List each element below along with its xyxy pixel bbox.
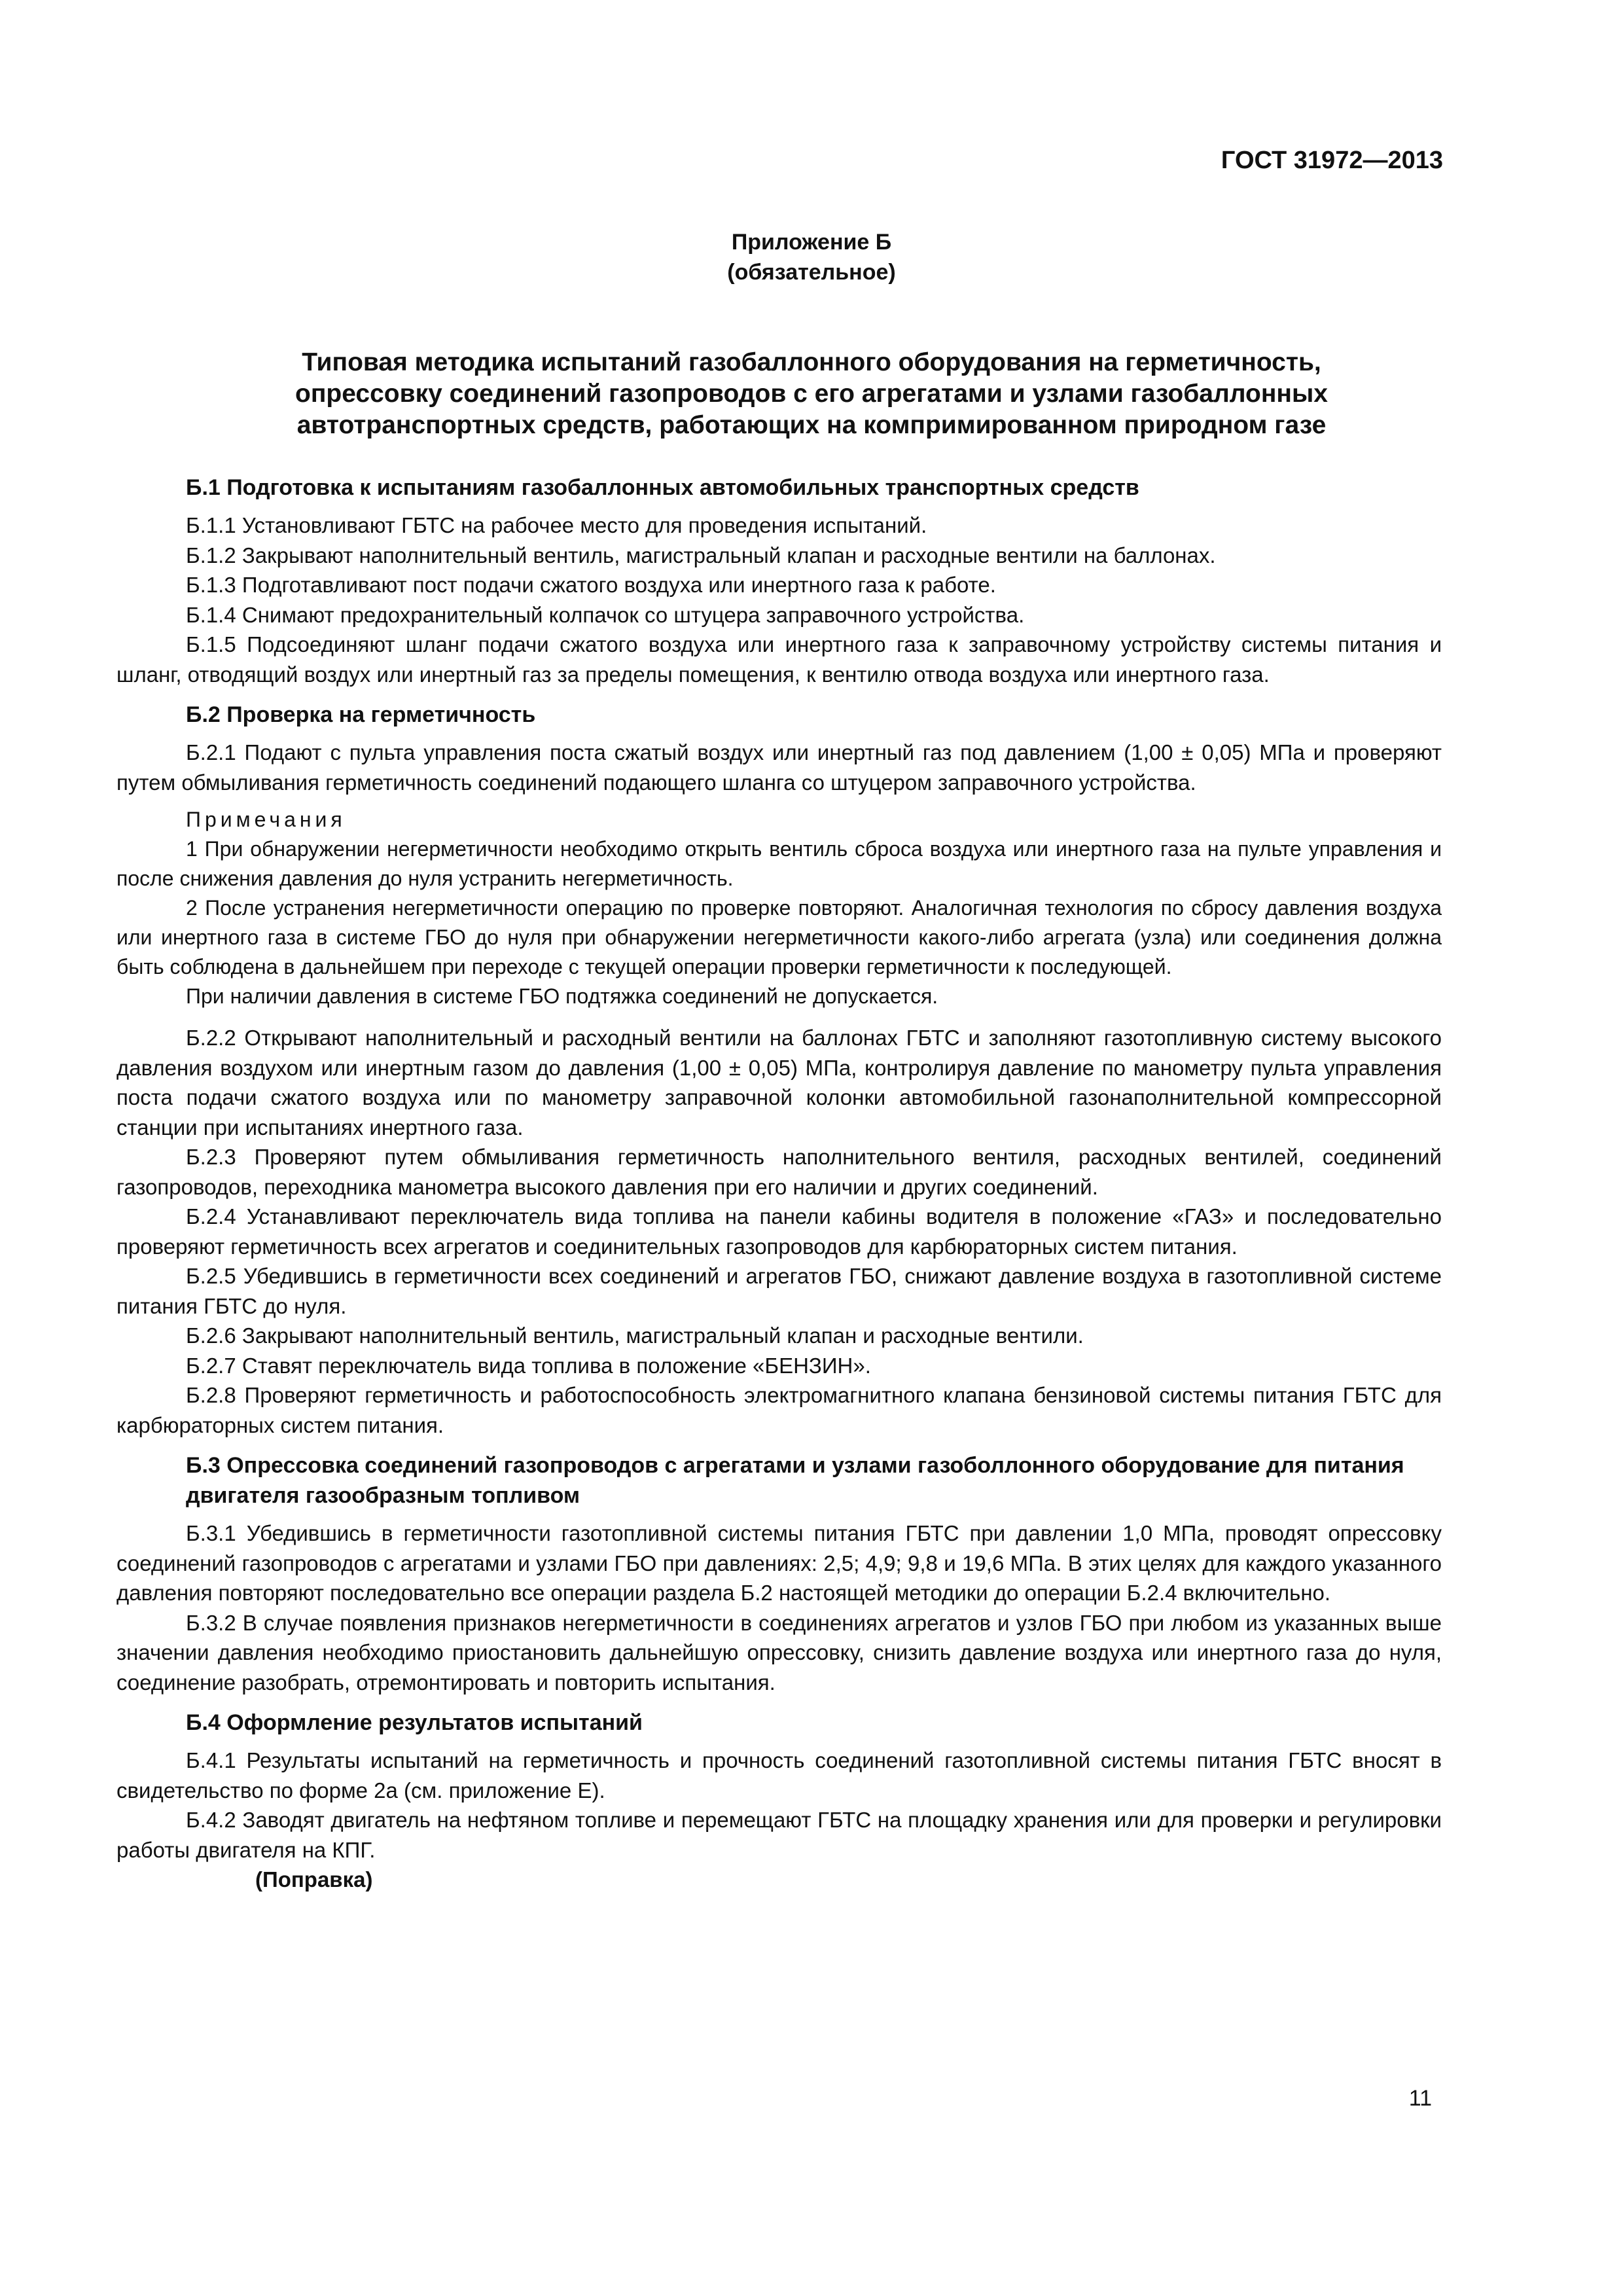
paragraph: Б.3.1 Убедившись в герметичности газотопливной системы питания ГБТС при давлении 1,0 МПа, проводят опрессовку соединений газопроводов с агрегатами и узлами ГБО при давлениях: 2,5; 4,9; 9,8 и 19,6 МПа. В этих целях для каждого указанного давления повторяют последовательно все операции раздела Б.2 настоящей методики до операции Б.2.4 включительно.	[116, 1521, 1442, 1605]
paragraph: Б.2.2 Открывают наполнительный и расходный вентили на баллонах ГБТС и заполняют газотопливную систему высокого давления воздухом или инертным газом до давления (1,00 ± 0,05) МПа, контролируя давление по манометру пульта управления поста подачи сжатого воздуха или по манометру заправочной колонки автомобильной газонаполнительной компрессорной станции при испытаниях инертного газа.	[116, 1026, 1442, 1139]
paragraph: Б.4.1 Результаты испытаний на герметичность и прочность соединений газотопливной системы питания ГБТС вносят в свидетельство по форме 2а (см. приложение Е).	[116, 1748, 1442, 1803]
appendix-status: (обязательное)	[727, 260, 896, 285]
paragraph: Б.2.8 Проверяют герметичность и работоспособность электромагнитного клапана бензиновой системы питания ГБТС для карбюраторных систем питания.	[116, 1383, 1442, 1437]
paragraph: Б.1.3 Подготавливают пост подачи сжатого воздуха или инертного газа к работе.	[186, 573, 996, 597]
notes-block	[116, 805, 1442, 1011]
section-b4	[116, 1708, 1442, 1895]
paragraph: Б.2.5 Убедившись в герметичности всех соединений и агрегатов ГБО, снижают давление воздуха в газотопливной системе питания ГБТС до нуля.	[116, 1264, 1442, 1318]
note: 2 После устранения негерметичности операцию по проверке повторяют. Аналогичная технология по сбросу давления воздуха или инертного газа в системе ГБО до нуля при обнаружении негерметичности какого-либо агрегата (узла) или соединения должна быть соблюдена в дальнейшем при переходе с текущей операции проверки герметичности к последующей.	[116, 896, 1442, 978]
note: При наличии давления в системе ГБО подтяжка соединений не допускается.	[186, 984, 938, 1008]
paragraph: Б.2.7 Ставят переключатель вида топлива в положение «БЕНЗИН».	[186, 1353, 871, 1378]
paragraph: Б.3.2 В случае появления признаков негерметичности в соединениях агрегатов и узлов ГБО при любом из указанных выше значении давления необходимо приостановить дальнейшую опрессовку, снизить давление воздуха или инертного газа до нуля, соединение разобрать, отремонтировать и повторить испытания.	[116, 1610, 1442, 1695]
note: 1 При обнаружении негерметичности необходимо открыть вентиль сброса воздуха или инертного газа на пульте управления и после снижения давления до нуля устранить негерметичность.	[116, 837, 1442, 890]
paragraph: Б.2.3 Проверяют путем обмыливания герметичность наполнительного вентиля, расходных вентилей, соединений газопроводов, переходника манометра высокого давления при его наличии и других соединений.	[116, 1145, 1442, 1199]
paragraph: Б.1.2 Закрывают наполнительный вентиль, магистральный клапан и расходные вентили на баллонах.	[186, 543, 1216, 567]
page-number: 11	[1408, 2086, 1432, 2111]
title-line: Типовая методика испытаний газобаллонного оборудования на герметичность,	[302, 348, 1321, 376]
paragraph: Б.2.1 Подают с пульта управления поста сжатый воздух или инертный газ под давлением (1,00 ± 0,05) МПа и проверяют путем обмыливания герметичность соединений подающего шланга со штуцером заправочного устройства.	[116, 740, 1442, 795]
notes-heading: Примечания	[186, 808, 346, 831]
section-b3	[116, 1450, 1442, 1697]
section-heading: Б.2 Проверка на герметичность	[186, 702, 536, 727]
paragraph: Б.1.1 Установливают ГБТС на рабочее место для проведения испытаний.	[186, 513, 927, 537]
section-heading: Б.1 Подготовка к испытаниям газобаллонных автомобильных транспортных средств	[186, 475, 1139, 500]
standard-number: ГОСТ 31972—2013	[1221, 147, 1443, 174]
appendix-title: Приложение Б	[731, 230, 892, 255]
title-line: автотранспортных средств, работающих на компримированном природном газе	[296, 411, 1327, 439]
title-line: опрессовку соединений газопроводов с его агрегатами и узлами газобаллонных	[295, 380, 1328, 408]
document-body	[116, 473, 1442, 1895]
section-b1	[116, 473, 1442, 689]
paragraph: Б.2.4 Устанавливают переключатель вида топлива на панели кабины водителя в положение «ГАЗ» и последовательно проверяют герметичность всех агрегатов и соединительных газопроводов для карбюраторных систем питания.	[116, 1204, 1442, 1259]
appendix-heading	[0, 227, 1623, 287]
paragraph: Б.4.2 Заводят двигатель на нефтяном топливе и перемещают ГБТС на площадку хранения или для проверки и регулировки работы двигателя на КПГ.	[116, 1808, 1442, 1862]
document-title	[196, 347, 1427, 441]
amendment-note: (Поправка)	[255, 1867, 373, 1892]
section-heading: Б.4 Оформление результатов испытаний	[186, 1710, 643, 1735]
paragraph: Б.1.5 Подсоединяют шланг подачи сжатого воздуха или инертного газа к заправочному устройству системы питания и шланг, отводящий воздух или инертный газ за пределы помещения, к вентилю отвода воздуха или инертного газа.	[116, 632, 1442, 687]
paragraph: Б.2.6 Закрывают наполнительный вентиль, магистральный клапан и расходные вентили.	[186, 1323, 1084, 1348]
section-b2	[116, 700, 1442, 1440]
section-heading: Б.3 Опрессовка соединений газопроводов с агрегатами и узлами газоболлонного оборудование для питания двигателя газообразным топливом	[186, 1453, 1404, 1508]
paragraph: Б.1.4 Снимают предохранительный колпачок со штуцера заправочного устройства.	[186, 602, 1025, 627]
